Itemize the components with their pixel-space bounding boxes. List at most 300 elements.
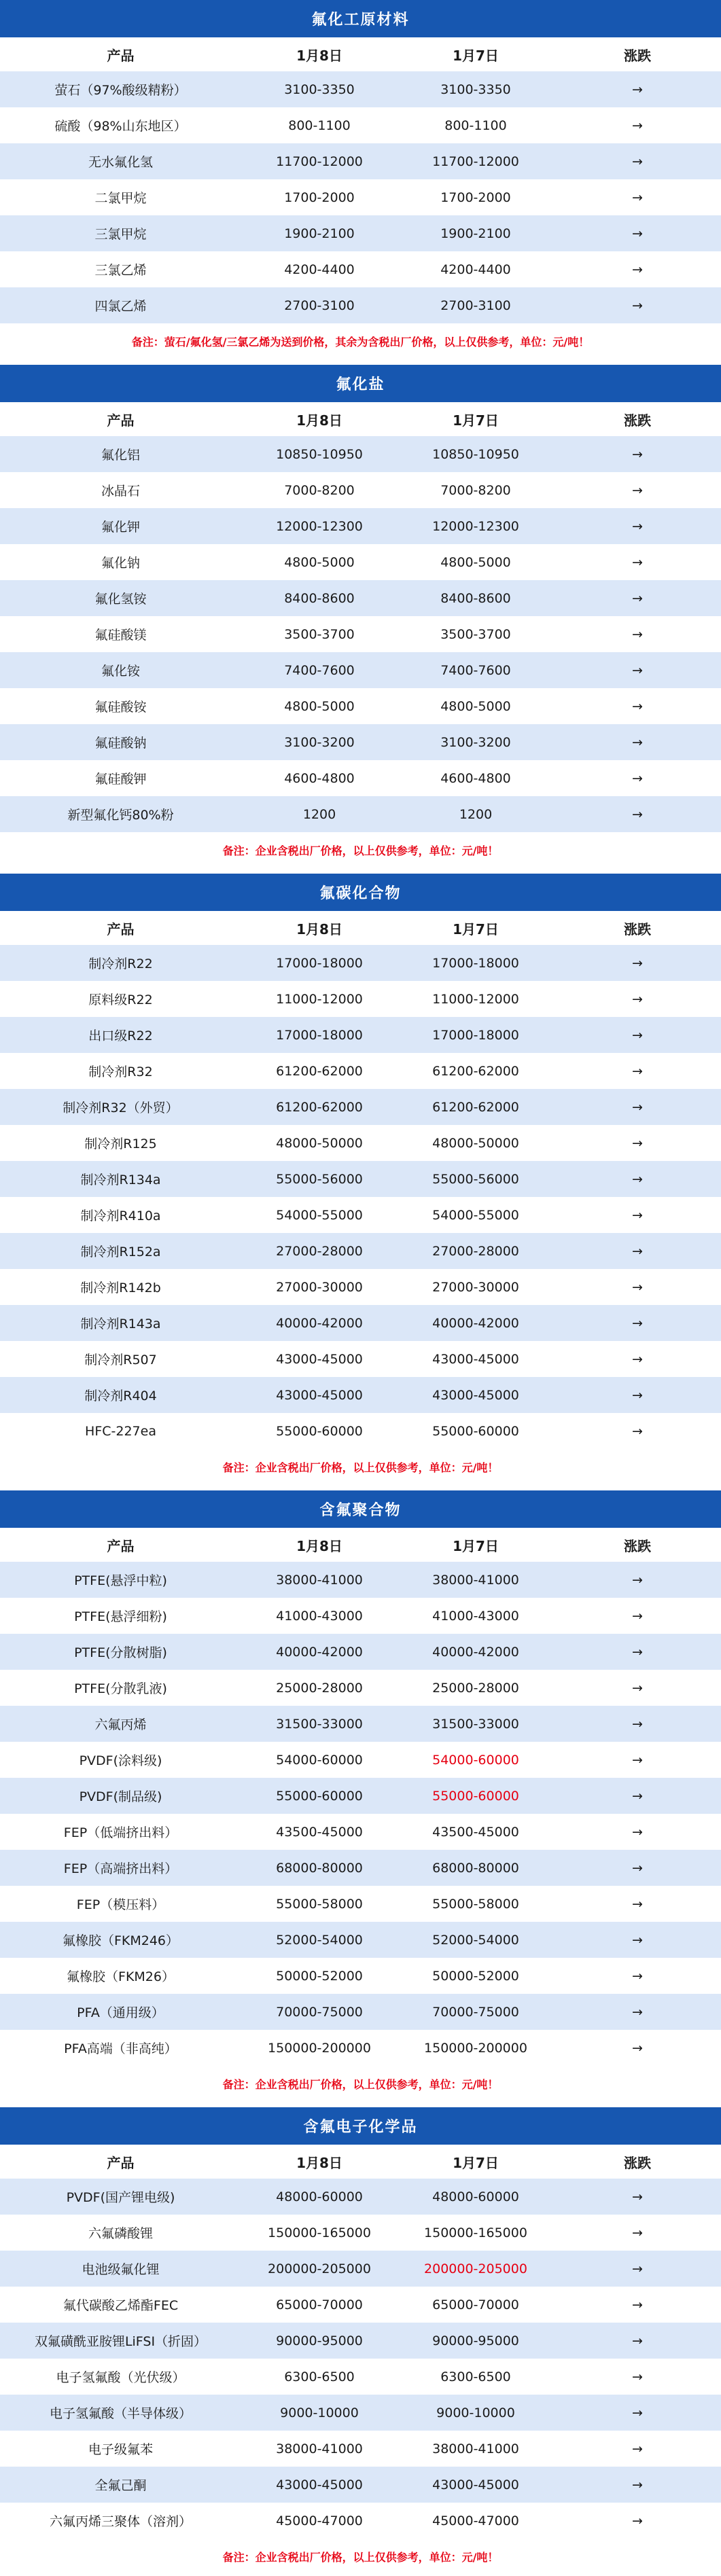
price-date-1: 3100-3350	[284, 82, 355, 97]
price-date-1: 4800-5000	[284, 698, 355, 714]
price-date-2: 4200-4400	[440, 262, 511, 277]
price-section	[0, 1490, 721, 2102]
table-row	[0, 1089, 721, 1125]
price-date-2: 38000-41000	[432, 1572, 519, 1588]
product-name: 制冷剂R507	[84, 1353, 157, 1367]
change-arrow-icon: →	[632, 2369, 643, 2384]
section-title: 氟碳化合物	[0, 874, 721, 911]
table-row	[0, 472, 721, 508]
table-row	[0, 1413, 721, 1449]
change-arrow-icon: →	[632, 1171, 643, 1187]
price-date-2: 12000-12300	[432, 518, 519, 534]
change-arrow-icon: →	[632, 82, 643, 97]
change-arrow-icon: →	[632, 1932, 643, 1948]
price-section	[0, 0, 721, 359]
change-arrow-icon: →	[632, 991, 643, 1007]
product-name: 氟代碳酸乙烯酯FEC	[63, 2298, 179, 2313]
change-arrow-icon: →	[632, 2333, 643, 2348]
product-name: 制冷剂R404	[84, 1389, 157, 1403]
price-date-1: 65000-70000	[276, 2297, 363, 2312]
price-date-2: 55000-58000	[432, 1896, 519, 1912]
price-date-2: 9000-10000	[436, 2405, 515, 2420]
table-header-row	[0, 911, 721, 945]
price-date-1: 38000-41000	[276, 1572, 363, 1588]
price-date-1: 9000-10000	[280, 2405, 359, 2420]
product-name: 氟化铵	[101, 664, 140, 679]
change-arrow-icon: →	[632, 2004, 643, 2020]
header-date-1: 1月8日	[296, 2154, 342, 2171]
section-gap	[0, 1485, 721, 1490]
product-name: PTFE(悬浮细粉)	[74, 1609, 167, 1624]
product-name: 无水氟化氢	[88, 155, 153, 170]
price-date-1: 7000-8200	[284, 482, 355, 498]
product-name: 原料级R22	[88, 992, 153, 1007]
header-date-1: 1月8日	[296, 412, 342, 429]
change-arrow-icon: →	[632, 1243, 643, 1259]
change-arrow-icon: →	[632, 2261, 643, 2276]
price-date-1: 150000-200000	[268, 2040, 371, 2056]
price-date-2: 150000-165000	[424, 2225, 527, 2240]
change-arrow-icon: →	[632, 262, 643, 277]
product-name: 三氯乙烯	[94, 263, 147, 278]
change-arrow-icon: →	[632, 1279, 643, 1295]
price-date-1: 2700-3100	[284, 298, 355, 313]
product-name: 萤石（97%酸级精粉）	[54, 83, 187, 98]
change-arrow-icon: →	[632, 626, 643, 642]
price-date-2: 10850-10950	[432, 446, 519, 462]
price-date-1: 17000-18000	[276, 955, 363, 971]
section-gap	[0, 359, 721, 365]
change-arrow-icon: →	[632, 1027, 643, 1043]
table-row	[0, 2179, 721, 2215]
table-header-row	[0, 2145, 721, 2179]
table-row	[0, 1341, 721, 1377]
table-row	[0, 544, 721, 580]
price-date-2: 61200-62000	[432, 1099, 519, 1115]
change-arrow-icon: →	[632, 1351, 643, 1367]
price-date-2: 50000-52000	[432, 1968, 519, 1984]
price-date-1: 1200	[302, 806, 336, 822]
product-name: 新型氟化钙80%粉	[67, 808, 174, 823]
change-arrow-icon: →	[632, 118, 643, 133]
product-name: 制冷剂R125	[84, 1137, 157, 1151]
price-date-2: 54000-55000	[432, 1207, 519, 1223]
header-change: 涨跌	[624, 2154, 651, 2171]
price-date-2: 61200-62000	[432, 1063, 519, 1079]
table-row	[0, 1778, 721, 1814]
price-date-2: 4600-4800	[440, 770, 511, 786]
price-date-2: 2700-3100	[440, 298, 511, 313]
section-note: 备注：萤石/氟化氢/三氯乙烯为送到价格，其余为含税出厂价格，以上仅供参考，单位：元/吨！	[131, 336, 590, 348]
price-date-2: 11000-12000	[432, 991, 519, 1007]
table-header-row	[0, 402, 721, 436]
change-arrow-icon: →	[632, 1572, 643, 1588]
product-name: 氟橡胶（FKM26）	[67, 1969, 175, 1984]
header-date-1: 1月8日	[296, 47, 342, 64]
price-date-1: 800-1100	[288, 118, 351, 133]
price-date-1: 43000-45000	[276, 2477, 363, 2492]
price-date-1: 150000-165000	[268, 2225, 371, 2240]
price-date-2: 52000-54000	[432, 1932, 519, 1948]
change-arrow-icon: →	[632, 190, 643, 205]
header-date-2: 1月7日	[453, 2154, 499, 2171]
price-date-2: 43000-45000	[432, 1387, 519, 1403]
change-arrow-icon: →	[632, 2513, 643, 2528]
product-name: FEP（低端挤出料）	[63, 1825, 178, 1840]
header-product: 产品	[107, 2154, 135, 2171]
change-arrow-icon: →	[632, 2405, 643, 2420]
table-row	[0, 580, 721, 616]
table-row	[0, 1634, 721, 1670]
section-title: 含氟电子化学品	[0, 2107, 721, 2145]
change-arrow-icon: →	[632, 298, 643, 313]
product-name: 电子氢氟酸（光伏级）	[56, 2370, 186, 2385]
price-date-1: 38000-41000	[276, 2441, 363, 2456]
table-row	[0, 1922, 721, 1958]
price-date-2: 27000-28000	[432, 1243, 519, 1259]
table-row	[0, 1053, 721, 1089]
price-date-2: 40000-42000	[432, 1315, 519, 1331]
price-date-1: 55000-60000	[276, 1788, 363, 1804]
table-row	[0, 1598, 721, 1634]
product-name: PTFE(分散树脂)	[74, 1645, 167, 1660]
change-arrow-icon: →	[632, 2225, 643, 2240]
section-note: 备注：企业含税出厂价格，以上仅供参考，单位：元/吨！	[222, 2551, 499, 2564]
product-name: 氟化氢铵	[94, 592, 147, 607]
price-date-1: 54000-60000	[276, 1752, 363, 1768]
price-date-1: 1900-2100	[284, 226, 355, 241]
change-arrow-icon: →	[632, 2477, 643, 2492]
section-note: 备注：企业含税出厂价格，以上仅供参考，单位：元/吨！	[222, 2078, 499, 2091]
price-date-2: 11700-12000	[432, 154, 519, 169]
change-arrow-icon: →	[632, 1716, 643, 1732]
change-arrow-icon: →	[632, 662, 643, 678]
header-product: 产品	[107, 920, 135, 937]
change-arrow-icon: →	[632, 1315, 643, 1331]
change-arrow-icon: →	[632, 1788, 643, 1804]
price-date-1: 43500-45000	[276, 1824, 363, 1840]
product-name: 硫酸（98%山东地区）	[54, 119, 187, 134]
table-row	[0, 1886, 721, 1922]
price-date-2: 31500-33000	[432, 1716, 519, 1732]
price-date-1: 27000-30000	[276, 1279, 363, 1295]
price-date-1: 4200-4400	[284, 262, 355, 277]
product-name: 电池级氟化锂	[82, 2262, 160, 2277]
table-row	[0, 1706, 721, 1742]
table-row	[0, 2215, 721, 2251]
product-name: 六氟磷酸锂	[88, 2226, 153, 2241]
product-name: 制冷剂R32（外贸）	[63, 1101, 179, 1115]
table-row	[0, 1161, 721, 1197]
price-date-2: 1900-2100	[440, 226, 511, 241]
price-date-1: 4600-4800	[284, 770, 355, 786]
table-row	[0, 1958, 721, 1994]
table-row	[0, 724, 721, 760]
product-name: 双氟磺酰亚胺锂LiFSI（折固）	[34, 2334, 207, 2349]
price-date-1: 48000-50000	[276, 1135, 363, 1151]
table-row	[0, 215, 721, 251]
price-date-1: 200000-205000	[268, 2261, 371, 2276]
change-arrow-icon: →	[632, 1824, 643, 1840]
product-name: 制冷剂R32	[88, 1065, 153, 1079]
change-arrow-icon: →	[632, 1099, 643, 1115]
change-arrow-icon: →	[632, 518, 643, 534]
table-row	[0, 1269, 721, 1305]
product-name: 氟橡胶（FKM246）	[62, 1933, 179, 1948]
change-arrow-icon: →	[632, 698, 643, 714]
price-date-2: 48000-60000	[432, 2189, 519, 2204]
price-date-1: 55000-56000	[276, 1171, 363, 1187]
section-title: 氟化工原材料	[0, 0, 721, 37]
price-date-2: 800-1100	[444, 118, 507, 133]
section-note: 备注：企业含税出厂价格，以上仅供参考，单位：元/吨！	[222, 1461, 499, 1474]
product-name: FEP（模压料）	[76, 1897, 165, 1912]
price-section	[0, 2107, 721, 2575]
table-header-row	[0, 1528, 721, 1562]
price-date-1: 40000-42000	[276, 1315, 363, 1331]
price-date-2: 1700-2000	[440, 190, 511, 205]
price-date-1: 61200-62000	[276, 1099, 363, 1115]
table-row	[0, 981, 721, 1017]
product-name: 氟硅酸铵	[94, 700, 147, 715]
product-name: 制冷剂R143a	[80, 1317, 161, 1331]
table-row	[0, 508, 721, 544]
header-date-2: 1月7日	[453, 920, 499, 937]
price-date-2: 48000-50000	[432, 1135, 519, 1151]
header-change: 涨跌	[624, 1537, 651, 1554]
price-date-2: 4800-5000	[440, 554, 511, 570]
section-note: 备注：企业含税出厂价格，以上仅供参考，单位：元/吨！	[222, 844, 499, 857]
price-date-1: 61200-62000	[276, 1063, 363, 1079]
table-row	[0, 2395, 721, 2431]
price-date-2: 7400-7600	[440, 662, 511, 678]
change-arrow-icon: →	[632, 226, 643, 241]
price-date-1: 3100-3200	[284, 734, 355, 750]
price-date-1: 55000-58000	[276, 1896, 363, 1912]
price-date-2: 7000-8200	[440, 482, 511, 498]
table-row	[0, 1305, 721, 1341]
product-name: 电子氢氟酸（半导体级）	[49, 2406, 192, 2421]
table-row	[0, 1197, 721, 1233]
change-arrow-icon: →	[632, 2189, 643, 2204]
price-date-1: 43000-45000	[276, 1351, 363, 1367]
price-date-2: 45000-47000	[432, 2513, 519, 2528]
change-arrow-icon: →	[632, 1207, 643, 1223]
change-arrow-icon: →	[632, 1896, 643, 1912]
price-date-2: 200000-205000	[424, 2261, 527, 2276]
price-date-1: 11000-12000	[276, 991, 363, 1007]
table-row	[0, 2030, 721, 2066]
change-arrow-icon: →	[632, 2441, 643, 2456]
price-date-1: 54000-55000	[276, 1207, 363, 1223]
header-product: 产品	[107, 412, 135, 429]
table-row	[0, 1377, 721, 1413]
header-product: 产品	[107, 47, 135, 64]
change-arrow-icon: →	[632, 1752, 643, 1768]
price-date-2: 41000-43000	[432, 1608, 519, 1624]
change-arrow-icon: →	[632, 734, 643, 750]
product-name: 冰晶石	[101, 484, 140, 499]
change-arrow-icon: →	[632, 955, 643, 971]
header-date-2: 1月7日	[453, 47, 499, 64]
product-name: 电子级氟苯	[88, 2442, 153, 2457]
price-section	[0, 365, 721, 868]
change-arrow-icon: →	[632, 1063, 643, 1079]
header-date-2: 1月7日	[453, 412, 499, 429]
change-arrow-icon: →	[632, 1423, 643, 1439]
price-date-2: 55000-56000	[432, 1171, 519, 1187]
table-row	[0, 616, 721, 652]
price-date-2: 68000-80000	[432, 1860, 519, 1876]
change-arrow-icon: →	[632, 2297, 643, 2312]
header-date-1: 1月8日	[296, 1537, 342, 1554]
price-date-2: 150000-200000	[424, 2040, 527, 2056]
change-arrow-icon: →	[632, 154, 643, 169]
table-row	[0, 287, 721, 323]
product-name: 氟硅酸钾	[94, 772, 147, 787]
price-date-2: 70000-75000	[432, 2004, 519, 2020]
price-date-1: 27000-28000	[276, 1243, 363, 1259]
table-header-row	[0, 37, 721, 71]
table-row	[0, 760, 721, 796]
product-name: PTFE(悬浮中粒)	[74, 1573, 167, 1588]
product-name: 出口级R22	[88, 1028, 153, 1043]
change-arrow-icon: →	[632, 1968, 643, 1984]
price-date-1: 8400-8600	[284, 590, 355, 606]
price-date-1: 6300-6500	[284, 2369, 355, 2384]
price-date-2: 3100-3350	[440, 82, 511, 97]
section-title: 氟化盐	[0, 365, 721, 402]
product-name: 六氟丙烯三聚体（溶剂）	[49, 2514, 192, 2529]
price-date-2: 55000-60000	[432, 1423, 519, 1439]
price-date-2: 6300-6500	[440, 2369, 511, 2384]
price-date-1: 11700-12000	[276, 154, 363, 169]
price-date-2: 17000-18000	[432, 1027, 519, 1043]
header-change: 涨跌	[624, 920, 651, 937]
price-section	[0, 874, 721, 1485]
price-date-2: 40000-42000	[432, 1644, 519, 1660]
section-gap	[0, 2102, 721, 2107]
price-date-2: 27000-30000	[432, 1279, 519, 1295]
product-name: PFA高端（非高纯）	[64, 2041, 177, 2056]
product-name: 制冷剂R142b	[80, 1281, 161, 1295]
table-row	[0, 1994, 721, 2030]
price-date-1: 12000-12300	[276, 518, 363, 534]
table-row	[0, 652, 721, 688]
price-date-1: 25000-28000	[276, 1680, 363, 1696]
price-date-2: 17000-18000	[432, 955, 519, 971]
table-row	[0, 143, 721, 179]
product-name: 四氯乙烯	[94, 299, 147, 314]
product-name: HFC-227ea	[85, 1423, 156, 1439]
price-date-1: 43000-45000	[276, 1387, 363, 1403]
product-name: 制冷剂R410a	[80, 1209, 161, 1223]
change-arrow-icon: →	[632, 2040, 643, 2056]
product-name: 氟化钠	[101, 556, 140, 571]
price-date-2: 38000-41000	[432, 2441, 519, 2456]
price-date-1: 7400-7600	[284, 662, 355, 678]
change-arrow-icon: →	[632, 446, 643, 462]
table-row	[0, 251, 721, 287]
header-change: 涨跌	[624, 47, 651, 64]
change-arrow-icon: →	[632, 590, 643, 606]
change-arrow-icon: →	[632, 554, 643, 570]
product-name: 三氯甲烷	[94, 227, 147, 242]
price-date-1: 3500-3700	[284, 626, 355, 642]
table-row	[0, 2251, 721, 2287]
product-name: 氟硅酸镁	[94, 628, 147, 643]
product-name: 氟硅酸钠	[94, 736, 147, 751]
table-row	[0, 436, 721, 472]
change-arrow-icon: →	[632, 1608, 643, 1624]
price-date-1: 68000-80000	[276, 1860, 363, 1876]
price-date-2: 43000-45000	[432, 1351, 519, 1367]
product-name: 制冷剂R22	[88, 956, 153, 971]
header-date-1: 1月8日	[296, 920, 342, 937]
product-name: PFA（通用级）	[77, 2005, 164, 2020]
price-date-2: 65000-70000	[432, 2297, 519, 2312]
price-date-2: 8400-8600	[440, 590, 511, 606]
price-date-1: 50000-52000	[276, 1968, 363, 1984]
section-title: 含氟聚合物	[0, 1490, 721, 1528]
product-name: 制冷剂R152a	[80, 1245, 161, 1259]
product-name: 氟化铝	[101, 448, 140, 463]
section-gap	[0, 868, 721, 874]
change-arrow-icon: →	[632, 806, 643, 822]
price-date-2: 90000-95000	[432, 2333, 519, 2348]
product-name: 二氯甲烷	[94, 191, 147, 206]
price-date-1: 4800-5000	[284, 554, 355, 570]
table-row	[0, 107, 721, 143]
price-date-1: 70000-75000	[276, 2004, 363, 2020]
change-arrow-icon: →	[632, 1860, 643, 1876]
header-change: 涨跌	[624, 412, 651, 429]
price-date-2: 3500-3700	[440, 626, 511, 642]
table-row	[0, 71, 721, 107]
product-name: PVDF(制品级)	[79, 1789, 162, 1804]
table-row	[0, 1814, 721, 1850]
product-name: 氟化钾	[101, 520, 140, 535]
product-name: PTFE(分散乳液)	[74, 1681, 167, 1696]
price-date-2: 25000-28000	[432, 1680, 519, 1696]
price-date-2: 55000-60000	[432, 1788, 519, 1804]
price-date-2: 3100-3200	[440, 734, 511, 750]
price-date-1: 40000-42000	[276, 1644, 363, 1660]
table-row	[0, 945, 721, 981]
table-row	[0, 2287, 721, 2323]
change-arrow-icon: →	[632, 770, 643, 786]
table-row	[0, 2467, 721, 2503]
price-date-2: 1200	[459, 806, 493, 822]
price-date-1: 17000-18000	[276, 1027, 363, 1043]
change-arrow-icon: →	[632, 482, 643, 498]
table-row	[0, 1670, 721, 1706]
table-row	[0, 2359, 721, 2395]
table-row	[0, 2503, 721, 2539]
price-date-1: 41000-43000	[276, 1608, 363, 1624]
price-date-1: 52000-54000	[276, 1932, 363, 1948]
table-row	[0, 1742, 721, 1778]
table-row	[0, 179, 721, 215]
product-name: 全氟己酮	[94, 2478, 147, 2493]
table-row	[0, 1125, 721, 1161]
change-arrow-icon: →	[632, 1387, 643, 1403]
price-date-2: 43000-45000	[432, 2477, 519, 2492]
price-date-2: 4800-5000	[440, 698, 511, 714]
table-row	[0, 1233, 721, 1269]
price-date-2: 54000-60000	[432, 1752, 519, 1768]
table-row	[0, 796, 721, 832]
